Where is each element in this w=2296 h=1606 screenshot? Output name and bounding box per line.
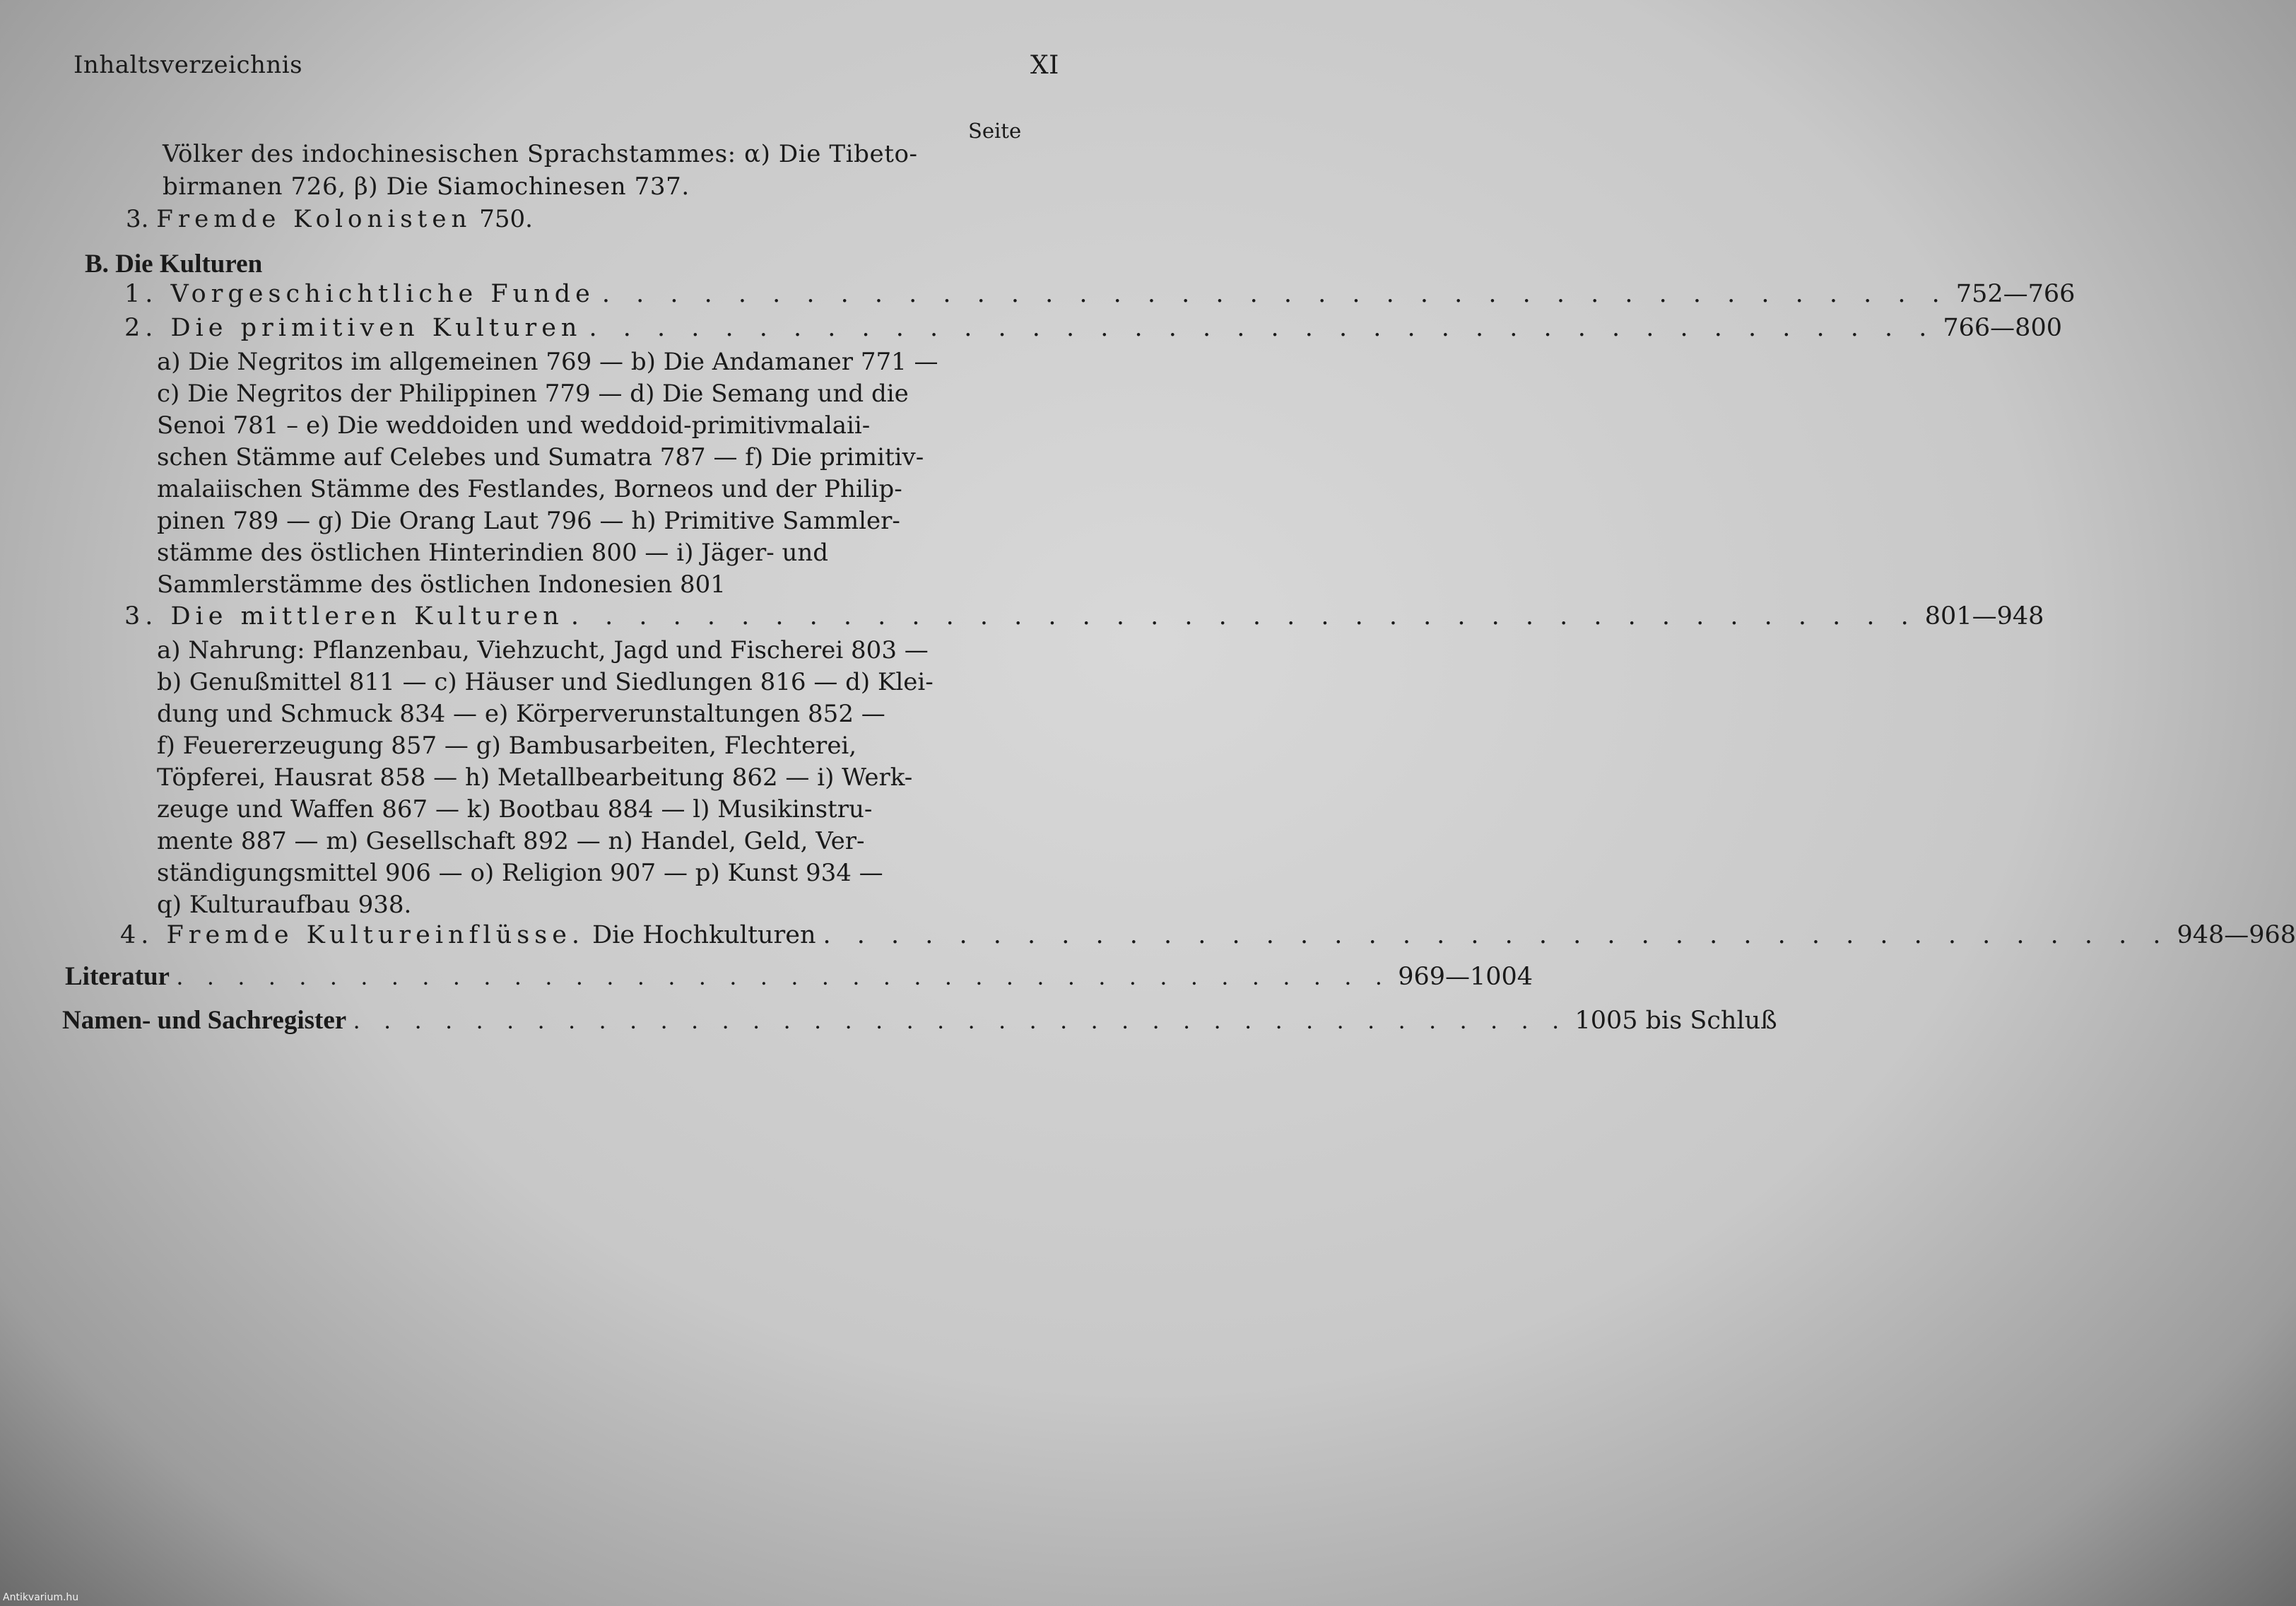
entry-label: 2. Die primitiven Kulturen <box>124 314 582 342</box>
toc-entry-literatur <box>65 961 1533 992</box>
entry-pages: 801—948 <box>1924 602 2044 631</box>
toc-entry-register <box>62 1005 1777 1036</box>
section-heading-b: B. Die Kulturen <box>85 250 263 279</box>
page-number: XI <box>1030 51 1059 80</box>
entry-3-subtext-line: Töpferei, Hausrat 858 — h) Metallbearbeitung 862 — i) Werk- <box>157 763 913 792</box>
entry-label: 1. Vorgeschichtliche Funde <box>124 280 595 308</box>
entry-pages: 969—1004 <box>1398 963 1533 991</box>
entry-2-subtext-line: Sammlerstämme des östlichen Indonesien 801 <box>157 570 726 599</box>
entry-2-subtext-line: c) Die Negritos der Philippinen 779 — d) Die Semang und die <box>157 380 909 408</box>
entry-3-subtext-line: f) Feuererzeugung 857 — g) Bambusarbeiten, Flechterei, <box>157 732 857 760</box>
toc-entry-3 <box>124 602 2044 631</box>
watermark: Antikvarium.hu <box>3 1592 79 1603</box>
entry-3-subtext-line: dung und Schmuck 834 — e) Körperverunstaltungen 852 — <box>157 700 885 728</box>
dot-leader: . . . . . . . . . . . . . . . . . . . . . . . . . . . . . . . . . . . . . . . . <box>823 921 2170 949</box>
entry-title: Fremde Kolonisten <box>156 205 472 233</box>
entry-3-subtext-line: mente 887 — m) Gesellschaft 892 — n) Handel, Geld, Ver- <box>157 827 865 855</box>
entry-label: Literatur <box>65 962 170 991</box>
entry-page: 750. <box>479 205 533 233</box>
dot-leader: . . . . . . . . . . . . . . . . . . . . . . . . . . . . . . . . . . . . . . . . <box>353 1007 1568 1034</box>
dot-leader: . . . . . . . . . . . . . . . . . . . . . . . . . . . . . . . . . . . . . . . . <box>601 280 1949 308</box>
entry-pages: 948—968 <box>2177 921 2296 949</box>
entry-3-subtext-line: a) Nahrung: Pflanzenbau, Viehzucht, Jagd und Fischerei 803 — <box>157 636 929 664</box>
entry-2-subtext-line: Senoi 781 – e) Die weddoiden und weddoid-primitivmalaii- <box>157 411 871 440</box>
entry-label: 3. Die mittleren Kulturen <box>124 602 564 631</box>
toc-entry-4 <box>120 921 2296 949</box>
entry-2-subtext-line: pinen 789 — g) Die Orang Laut 796 — h) Primitive Sammler- <box>157 507 900 535</box>
toc-entry-1 <box>124 280 2076 308</box>
entry-2-subtext-line: schen Stämme auf Celebes und Sumatra 787 — f) Die primitiv- <box>157 443 924 471</box>
running-header-title: Inhaltsverzeichnis <box>73 51 303 79</box>
entry-pages: 752—766 <box>1955 280 2076 308</box>
entry-3-subtext-line: b) Genußmittel 811 — c) Häuser und Siedlungen 816 — d) Klei- <box>157 668 934 696</box>
entry-2-subtext-line: a) Die Negritos im allgemeinen 769 — b) Die Andamaner 771 — <box>157 348 938 376</box>
entry-label: 4. Fremde Kultureinflüsse. <box>120 921 585 949</box>
entry-3-subtext-line: ständigungsmittel 906 — o) Religion 907 — p) Kunst 934 — <box>157 859 883 887</box>
dot-leader: . . . . . . . . . . . . . . . . . . . . . . . . . . . . . . . . . . . . . . . . <box>589 314 1936 342</box>
entry-label-rest: Die Hochkulturen <box>592 921 816 949</box>
entry-pages: 766—800 <box>1943 314 2062 342</box>
entry-label: Namen- und Sachregister <box>62 1006 347 1035</box>
toc-continuation-line-1: Völker des indochinesischen Sprachstammes: α) Die Tibeto- <box>163 140 918 168</box>
toc-entry-fremde-kolonisten <box>126 205 533 233</box>
seite-column-label: Seite <box>968 119 1022 143</box>
entry-3-subtext-line: q) Kulturaufbau 938. <box>157 891 412 919</box>
toc-entry-2 <box>124 314 2062 342</box>
entry-number: 3. <box>126 205 149 233</box>
entry-pages: 1005 bis Schluß <box>1574 1007 1777 1035</box>
dot-leader: . . . . . . . . . . . . . . . . . . . . . . . . . . . . . . . . . . . . . . . . <box>176 963 1391 990</box>
entry-2-subtext-line: malaiischen Stämme des Festlandes, Borneos und der Philip- <box>157 475 902 503</box>
entry-3-subtext-line: zeuge und Waffen 867 — k) Bootbau 884 — l) Musikinstru- <box>157 795 873 823</box>
entry-2-subtext-line: stämme des östlichen Hinterindien 800 — i) Jäger- und <box>157 539 829 567</box>
toc-continuation-line-2: birmanen 726, β) Die Siamochinesen 737. <box>163 172 690 201</box>
dot-leader: . . . . . . . . . . . . . . . . . . . . . . . . . . . . . . . . . . . . . . . . <box>570 602 1918 631</box>
